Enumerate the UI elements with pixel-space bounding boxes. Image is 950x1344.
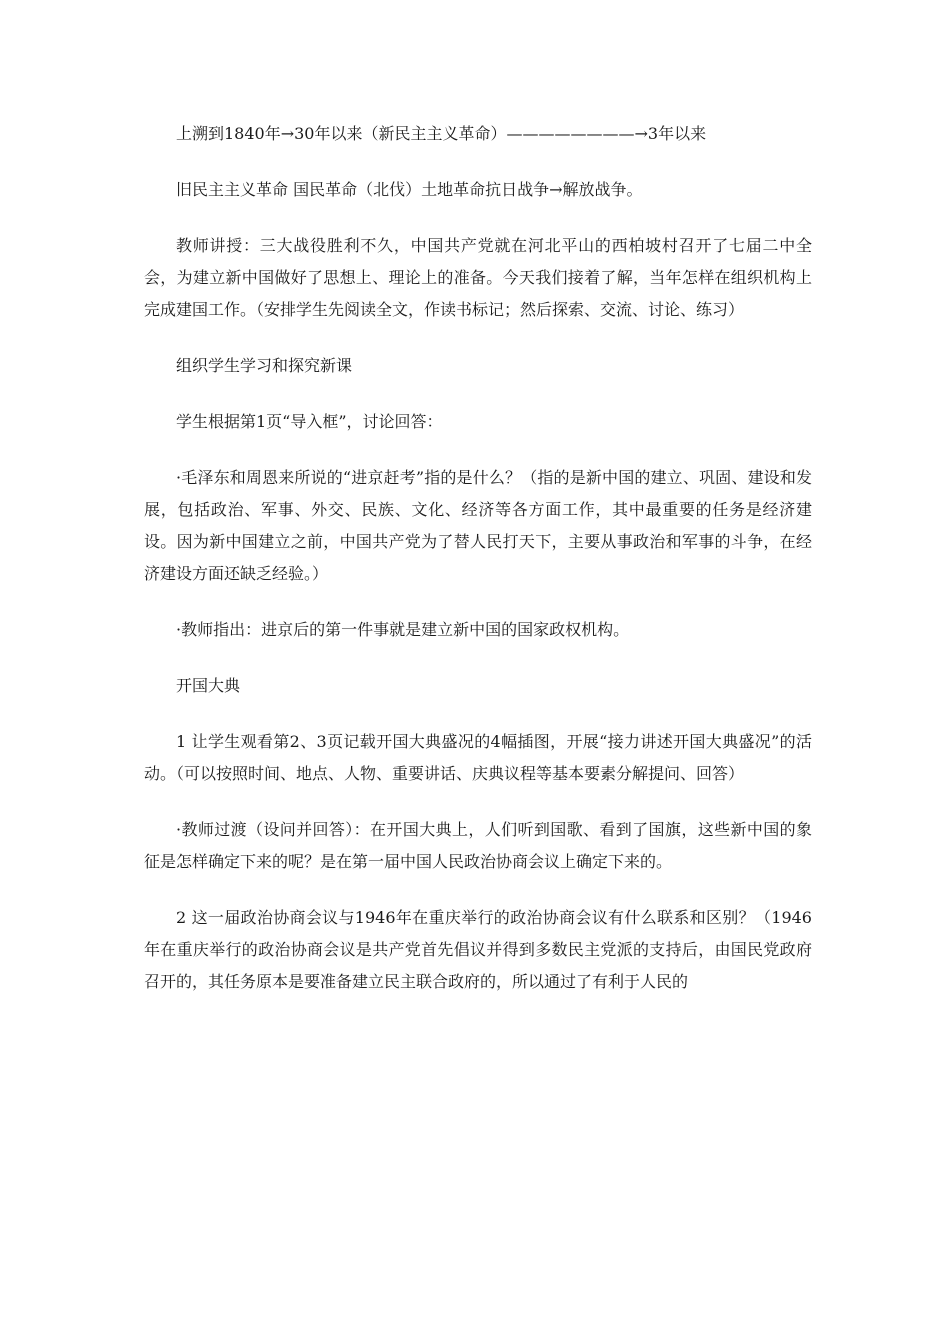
paragraph-activity-1: 1 让学生观看第2、3页记载开国大典盛况的4幅插图，开展“接力讲述开国大典盛况”的活动。（可以按照时间、地点、人物、重要讲话、庆典议程等基本要素分解提问、回答） (144, 732, 812, 783)
paragraph-bullet-exam-question: ·毛泽东和周恩来所说的“进京赶考”指的是什么？（指的是新中国的建立、巩固、建设和发展，包括政治、军事、外交、民族、文化、经济等各方面工作，其中最重要的任务是经济建设。因为新中国建立之前，中国共产党为了替人民打天下，主要从事政治和军事的斗争，在经济建设方面还缺乏经验。） (144, 468, 812, 583)
paragraph-bullet-transition: ·教师过渡（设问并回答）：在开国大典上，人们听到国歌、看到了国旗，这些新中国的象征是怎样确定下来的呢？是在第一届中国人民政治协商会议上确定下来的。 (144, 820, 812, 871)
paragraph-bullet-teacher-note: ·教师指出：进京后的第一件事就是建立新中国的国家政权机构。 (176, 620, 630, 639)
paragraph-activity-2: 2 这一届政治协商会议与1946年在重庆举行的政治协商会议有什么联系和区别？（1946年在重庆举行的政治协商会议是共产党首先倡议并得到多数民主党派的支持后，由国民党政府召开的，其任务原本是要准备建立民主联合政府的，所以通过了有利于人民的 (144, 908, 812, 991)
document-body (144, 118, 812, 998)
paragraph-founding-ceremony-heading: 开国大典 (176, 676, 241, 695)
paragraph-history-timeline: 上溯到1840年→30年以来（新民主主义革命）————————→3年以来 (176, 124, 707, 143)
paragraph-student-discussion: 学生根据第1页“导入框”，讨论回答： (176, 412, 443, 431)
paragraph-revolution-stages: 旧民主主义革命 国民革命（北伐）土地革命抗日战争→解放战争。 (176, 180, 643, 199)
paragraph-section-heading: 组织学生学习和探究新课 (176, 356, 353, 375)
paragraph-teacher-lecture: 教师讲授：三大战役胜利不久，中国共产党就在河北平山的西柏坡村召开了七届二中全会，为建立新中国做好了思想上、理论上的准备。今天我们接着了解，当年怎样在组织机构上完成建国工作。（安排学生先阅读全文，作读书标记；然后探索、交流、讨论、练习） (144, 236, 812, 319)
